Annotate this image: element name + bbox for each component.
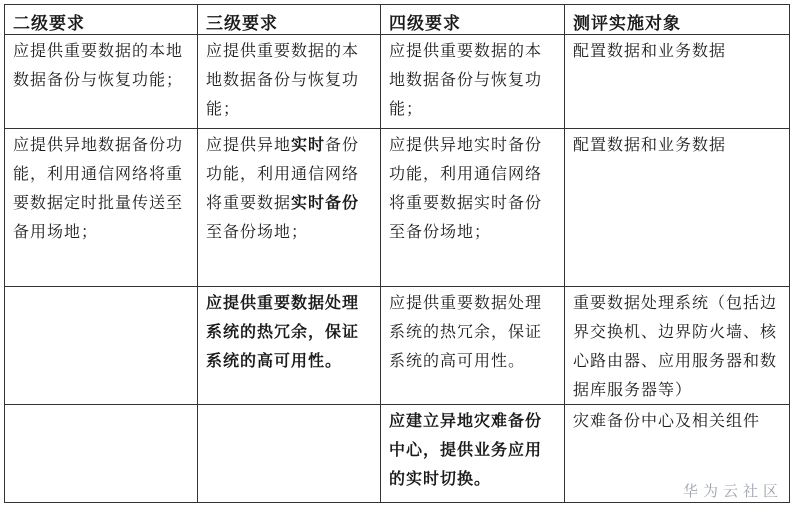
cell-text-bold: 实时备份 [291, 193, 360, 212]
cell-target: 灾难备份中心及相关组件 [565, 405, 790, 503]
cell-level2: 应提供异地数据备份功能，利用通信网络将重要数据定时批量传送至备用场地； [5, 129, 198, 287]
cell-target: 配置数据和业务数据 [565, 35, 790, 129]
table-row [5, 405, 790, 503]
cell-level3 [198, 129, 381, 287]
table-row [5, 287, 790, 405]
header-level4: 四级要求 [381, 5, 565, 35]
cell-level4: 应提供异地实时备份功能，利用通信网络将重要数据实时备份至备份场地； [381, 129, 565, 287]
cell-level2 [5, 287, 198, 405]
cell-level4: 应提供重要数据处理系统的热冗余，保证系统的高可用性。 [381, 287, 565, 405]
cell-target: 配置数据和业务数据 [565, 129, 790, 287]
cell-level4: 应建立异地灾难备份中心，提供业务应用的实时切换。 [381, 405, 565, 503]
cell-level2 [5, 405, 198, 503]
table-row [5, 35, 790, 129]
header-level2: 二级要求 [5, 5, 198, 35]
cell-level2: 应提供重要数据的本地数据备份与恢复功能； [5, 35, 198, 129]
header-row [5, 5, 790, 35]
cell-text: 至备份场地； [206, 222, 309, 241]
header-target: 测评实施对象 [565, 5, 790, 35]
cell-level3 [198, 405, 381, 503]
cell-text-bold: 实时 [291, 135, 326, 154]
watermark-text: 华为云社区 [682, 482, 783, 500]
cell-level3: 应提供重要数据的本地数据备份与恢复功能； [198, 35, 381, 129]
header-level3: 三级要求 [198, 5, 381, 35]
cell-level4: 应提供重要数据的本地数据备份与恢复功能； [381, 35, 565, 129]
table-row [5, 129, 790, 287]
cell-target: 重要数据处理系统（包括边界交换机、边界防火墙、核心路由器、应用服务器和数据库服务器等） [565, 287, 790, 405]
cell-text: 应提供异地 [206, 135, 292, 154]
cell-level3: 应提供重要数据处理系统的热冗余，保证系统的高可用性。 [198, 287, 381, 405]
cell-text: 备份功能，利用通信网络将重要数据 [206, 135, 360, 212]
requirements-table [4, 4, 790, 503]
